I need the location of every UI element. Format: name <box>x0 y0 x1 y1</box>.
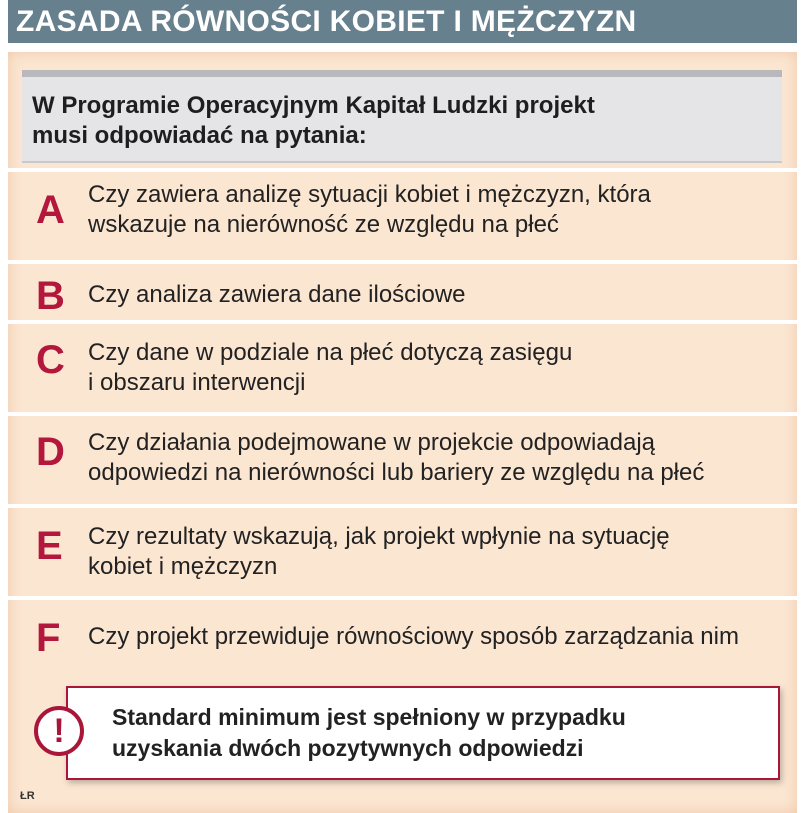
question-text <box>88 338 572 398</box>
exclamation-icon: ! <box>34 706 84 756</box>
question-row-e <box>8 504 797 600</box>
question-text <box>88 522 670 582</box>
question-line: i obszaru interwencji <box>88 369 306 396</box>
intro-line-2: musi odpowiadać na pytania: <box>32 122 367 149</box>
question-letter: C <box>36 338 65 382</box>
question-line: kobiet i mężczyzn <box>88 553 278 580</box>
question-text <box>88 280 466 310</box>
question-line: Czy zawiera analizę sytuacji kobiet i mężczyzn, która <box>88 181 651 208</box>
question-letter: E <box>36 524 63 568</box>
question-letter: D <box>36 430 65 474</box>
question-line: Czy projekt przewiduje równościowy sposób zarządzania nim <box>88 623 739 650</box>
question-line: Czy analiza zawiera dane ilościowe <box>88 281 466 308</box>
note-line: uzyskania dwóch pozytywnych odpowiedzi <box>112 735 584 761</box>
note-text <box>112 702 626 764</box>
question-line: Czy dane w podziale na płeć dotyczą zasięgu <box>88 339 573 366</box>
question-row-f <box>8 596 797 680</box>
question-letter: A <box>36 188 65 232</box>
note-line: Standard minimum jest spełniony w przypadku <box>112 704 626 730</box>
question-line: Czy rezultaty wskazują, jak projekt wpłynie na sytuację <box>88 523 670 550</box>
author-credit: ŁR <box>20 790 35 802</box>
question-row-d <box>8 412 797 508</box>
question-line: wskazuje na nierówność ze względu na płeć <box>88 211 559 238</box>
infographic-title: ZASADA RÓWNOŚCI KOBIET I MĘŻCZYZN <box>8 0 797 43</box>
minimum-standard-note <box>66 686 780 780</box>
question-letter: B <box>36 274 65 318</box>
question-row-a <box>8 168 797 264</box>
intro-header <box>22 70 782 163</box>
question-letter: F <box>36 616 61 660</box>
intro-line-1: W Programie Operacyjnym Kapitał Ludzki projekt <box>32 92 595 119</box>
question-row-c <box>8 320 797 416</box>
question-line: odpowiedzi na nierówności lub bariery ze względu na płeć <box>88 459 705 486</box>
question-text <box>88 622 739 652</box>
question-row-b <box>8 260 797 324</box>
question-line: Czy działania podejmowane w projekcie odpowiadają <box>88 429 655 456</box>
content-panel <box>8 52 797 813</box>
question-text <box>88 180 651 240</box>
question-text <box>88 428 704 488</box>
